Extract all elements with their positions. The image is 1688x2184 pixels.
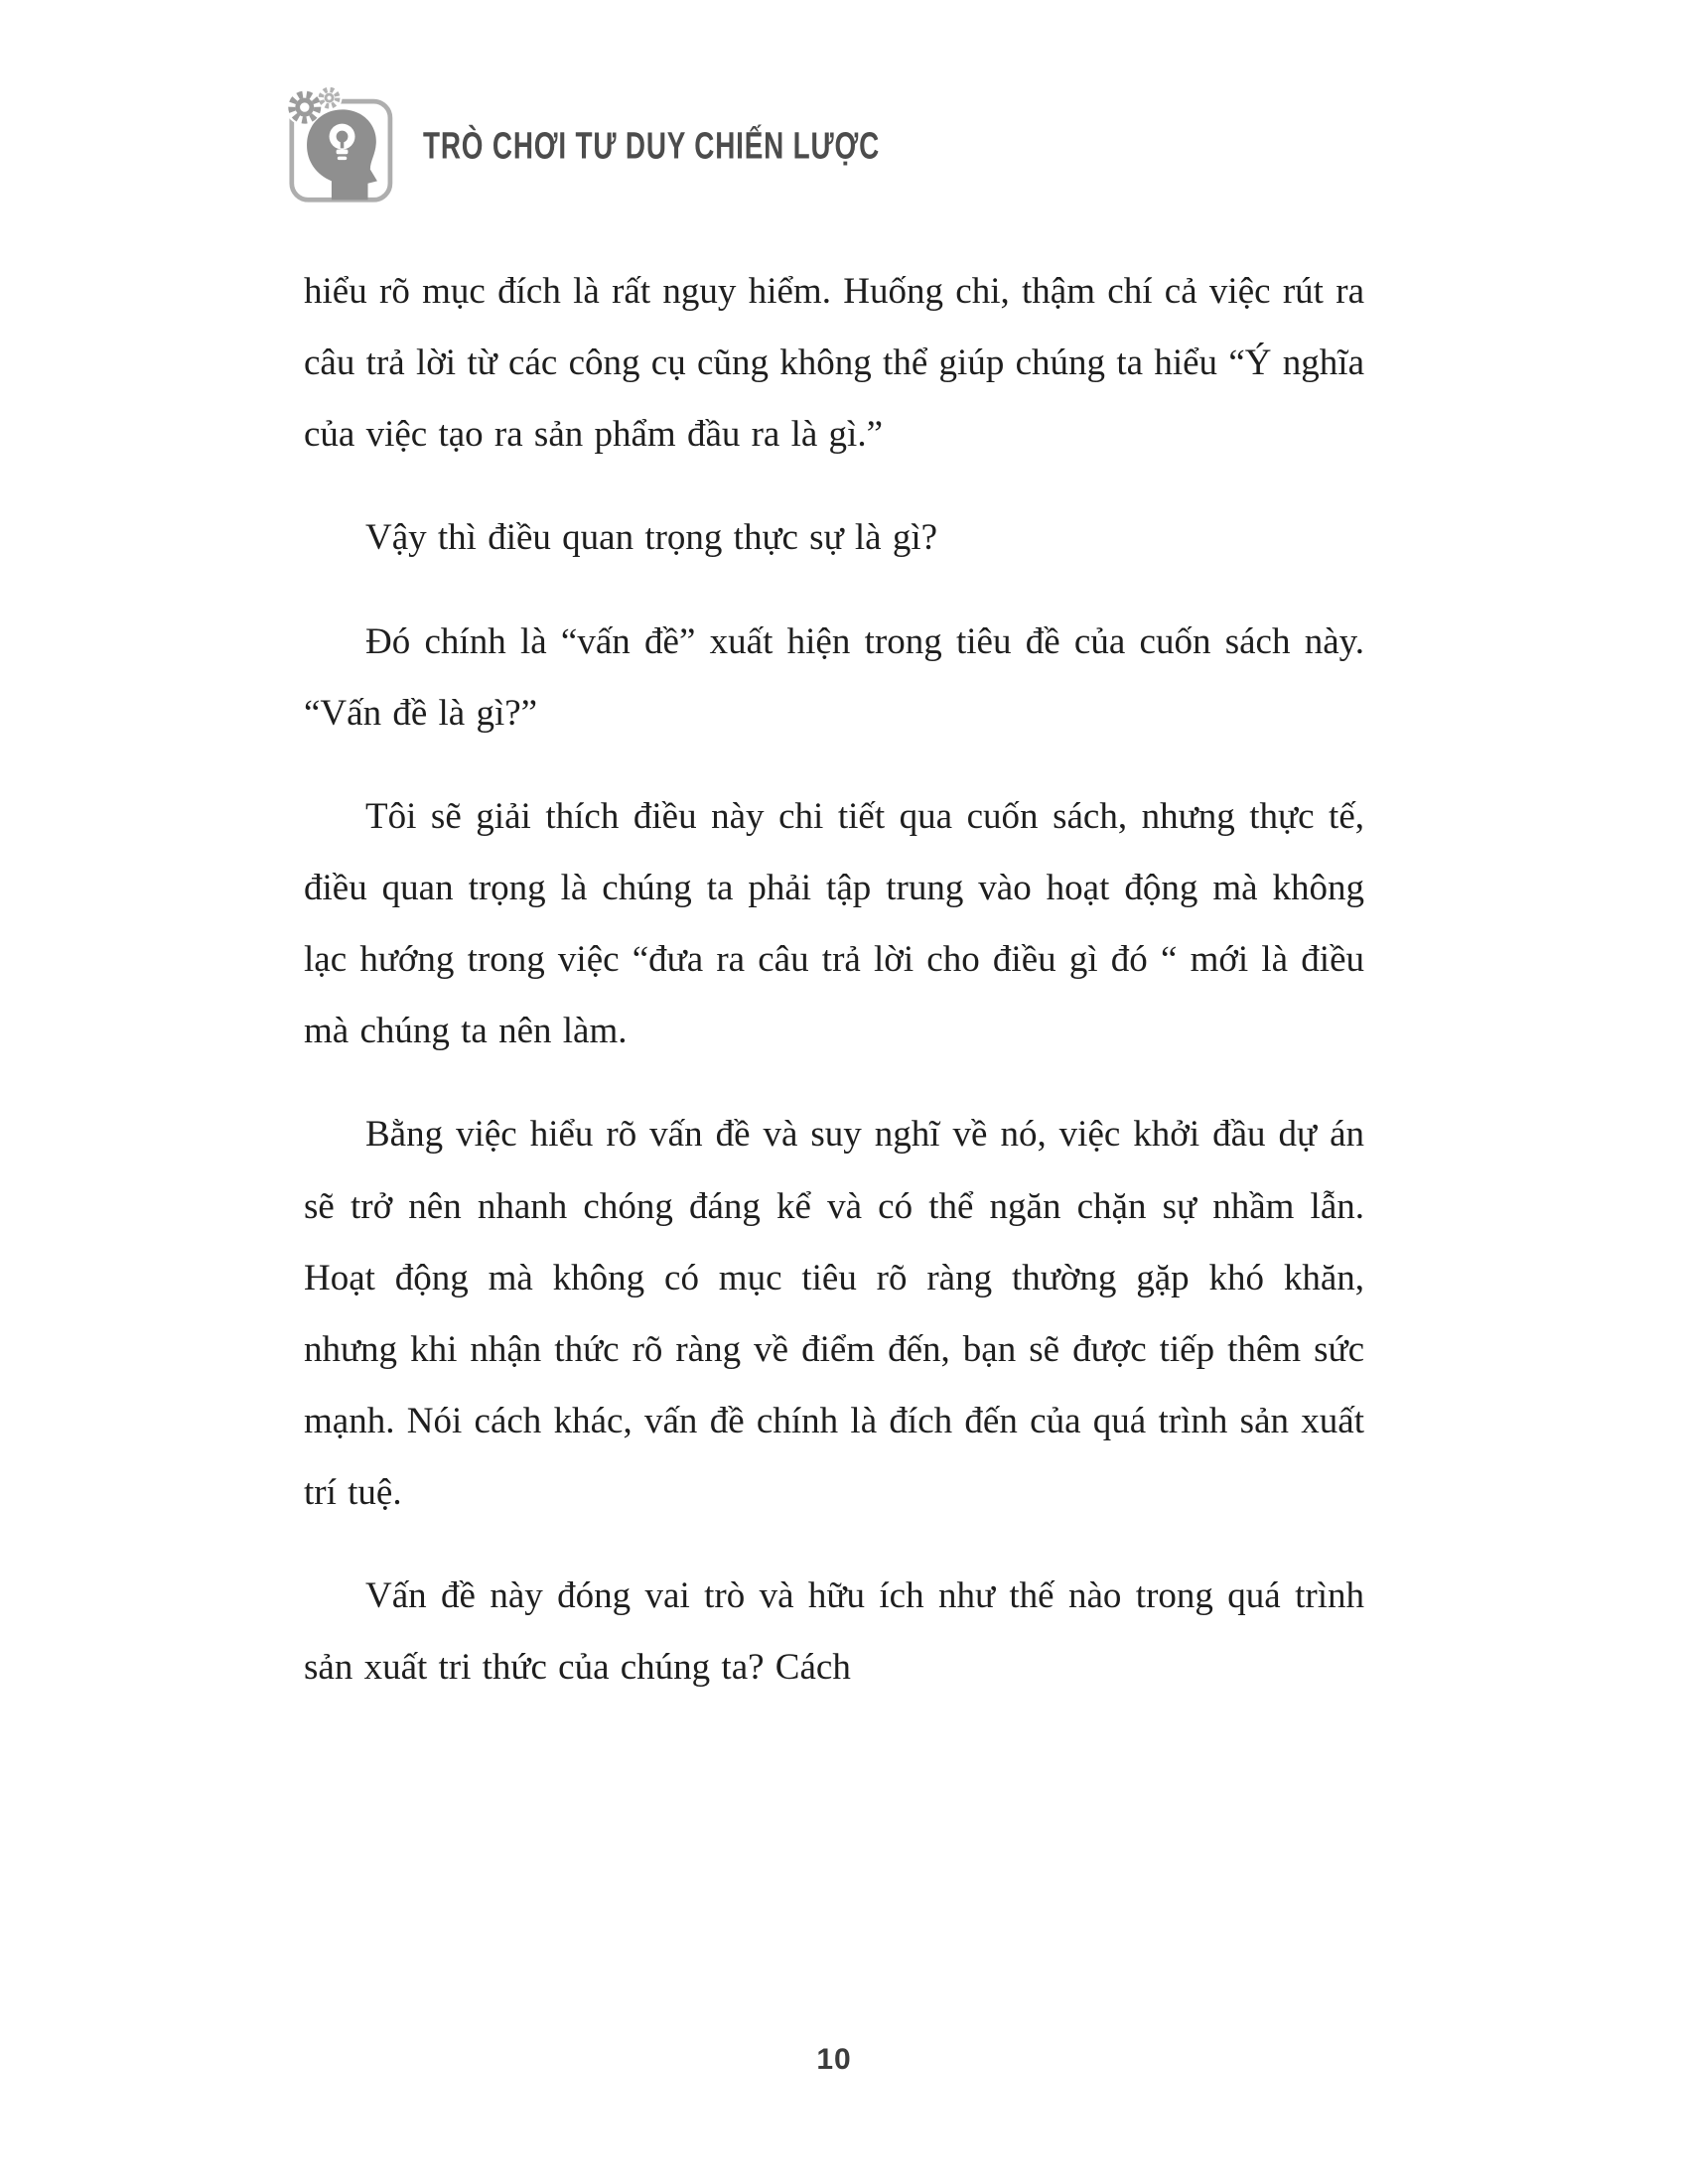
- page-header: [280, 87, 980, 205]
- page-number: 10: [816, 2043, 852, 2076]
- body-paragraph: Bằng việc hiểu rõ vấn đề và suy nghĩ về nó, việc khởi đầu dự án sẽ trở nên nhanh chóng đáng kể và có thể ngăn chặn sự nhầm lẫn. Hoạt động mà không có mục tiêu rõ ràng thường gặp khó khăn, nhưng khi nhận thức rõ ràng về điểm đến, bạn sẽ được tiếp thêm sức mạnh. Nói cách khác, vấn đề chính là đích đến của quá trình sản xuất trí tuệ.: [304, 1114, 1364, 1514]
- body-paragraph: hiểu rõ mục đích là rất nguy hiểm. Huống chi, thậm chí cả việc rút ra câu trả lời từ các công cụ cũng không thể giúp chúng ta hiểu “Ý nghĩa của việc tạo ra sản phẩm đầu ra là gì.”: [304, 271, 1364, 456]
- body-paragraph: Tôi sẽ giải thích điều này chi tiết qua cuốn sách, nhưng thực tế, điều quan trọng là chúng ta phải tập trung vào hoạt động mà không lạc hướng trong việc “đưa ra câu trả lời cho điều gì đó “ mới là điều mà chúng ta nên làm.: [304, 795, 1364, 1052]
- body-paragraph: Vậy thì điều quan trọng thực sự là gì?: [365, 517, 938, 559]
- page-footer: [304, 2043, 1364, 2077]
- head-silhouette: [307, 109, 377, 200]
- head-lightbulb-gears-icon: [280, 87, 397, 205]
- body-paragraph: Đó chính là “vấn đề” xuất hiện trong tiêu đề của cuốn sách này. “Vấn đề là gì?”: [304, 620, 1364, 734]
- body-paragraph: Vấn đề này đóng vai trò và hữu ích như thế nào trong quá trình sản xuất tri thức của chúng ta? Cách: [304, 1575, 1364, 1689]
- body-text: [304, 256, 1364, 1736]
- series-title: TRÒ CHƠI TƯ DUY CHIẾN LƯỢC: [423, 124, 881, 167]
